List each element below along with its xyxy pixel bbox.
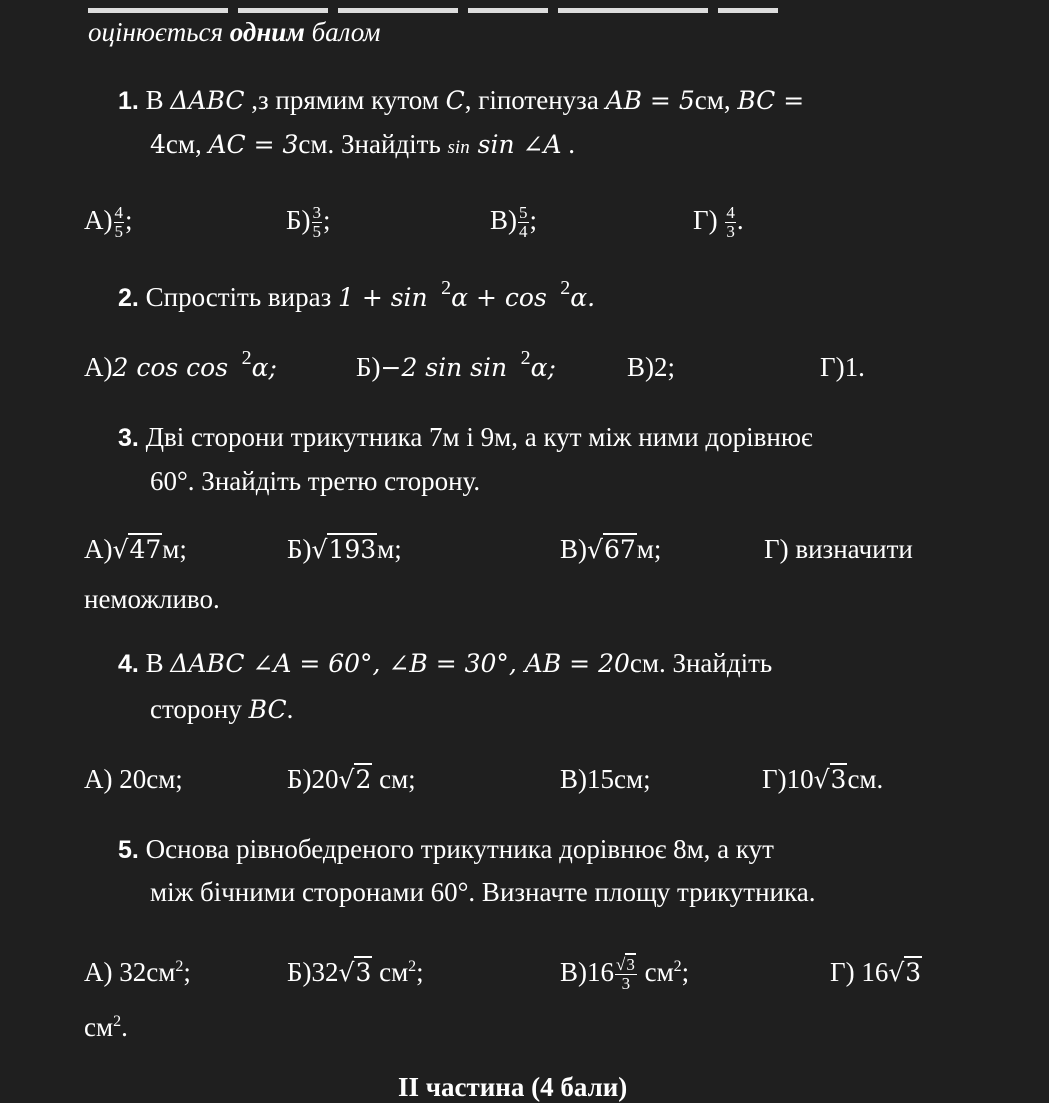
section-heading-partial: II частина (4 бали) [398,1072,628,1102]
question-5-line-1: 5. Основа рівнобедреного трикутника дорівнює 8м, а кут [118,834,774,864]
question-3-option-c: В)√67м; [560,534,662,564]
question-3-option-b: Б)√193м; [287,534,402,564]
intro-line: оцінюється одним балом [88,17,381,47]
question-2-option-a: А)2 cos cos $^2$α; [84,347,277,382]
question-2-line: 2. Спростіть вираз 1 + sin $^2$α + cos $^2$α. [118,277,596,312]
question-5-option-c: В)16 $\frac{√3}{3}$ $см^2$; [560,955,690,994]
question-4-number: 4. [118,650,139,678]
question-1-option-d: Г) $\frac{4}{3}$ . [693,203,744,242]
question-4-option-c: В)15см; [560,764,651,794]
question-5-option-d-continuation: $см^2$. [84,1012,128,1042]
question-3-option-a: А)√47м; [84,534,187,564]
question-5-option-b: Б)32√3 $см^2$; [287,957,424,987]
question-3-option-d: Г) визначити [764,534,913,564]
question-4-line-1: 4. В ΔABC ∠A = 60°, ∠B = 30°, AB = 20см. Знайдіть [118,648,773,678]
question-1-option-a: А) $\frac{4}{5}$ ; [84,203,133,242]
question-4-option-b: Б)20√2 см; [287,764,416,794]
question-1-option-c: В) $\frac{5}{4}$ ; [490,203,538,242]
question-2-option-c: В)2; [627,352,676,382]
question-4-option-d: Г)10√3см. [762,764,884,794]
cut-off-top-text [88,0,808,6]
question-3-line-1: 3. Дві сторони трикутника 7м і 9м, а кут між ними дорівнює [118,422,813,452]
question-1-number: 1. [118,87,139,115]
question-5-line-2: між бічними сторонами 60°. Визначте площу трикутника. [150,877,816,907]
question-3-option-d-continuation: неможливо. [84,584,220,614]
question-4-option-a: А) 20см; [84,764,183,794]
question-3-line-2: 60°. Знайдіть третю сторону. [150,466,481,496]
question-2-option-d: Г)1. [820,352,865,382]
question-4-line-2: сторону BC. [150,694,294,724]
question-2-option-b: Б)−2 sin sin $^2$α; [356,347,556,382]
question-3-number: 3. [118,424,139,452]
question-2-number: 2. [118,284,139,312]
question-1-line-2: 4см, AC = 3см. Знайдіть sin sin ∠A . [150,129,576,159]
question-5-option-a: А) $32см^2$; [84,957,191,987]
question-1-line-1: 1. В ΔABC ,з прямим кутом C, гіпотенуза AB = 5см, BC = [118,85,805,115]
question-1-option-b: Б) $\frac{3}{5}$ ; [286,203,331,242]
question-5-number: 5. [118,836,139,864]
question-5-option-d: Г) 16√3 [830,957,922,987]
